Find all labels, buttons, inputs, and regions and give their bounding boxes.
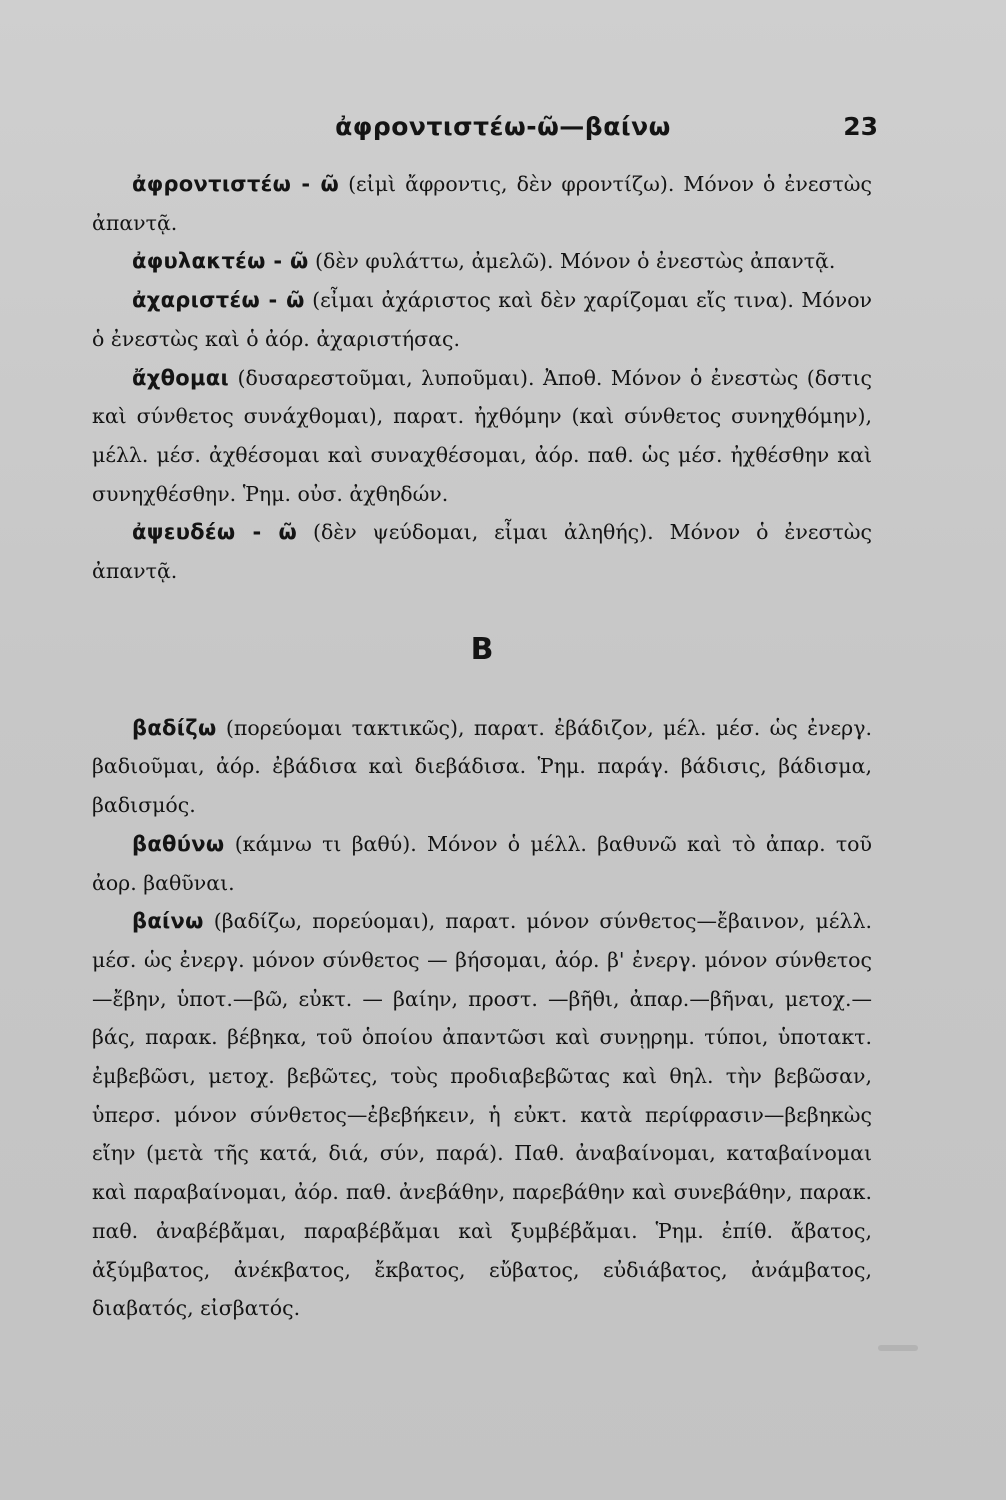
ink-smudge: [878, 1345, 918, 1351]
entry-text: (πορεύομαι τακτικῶς), παρατ. ἐβάδιζον, μέλ. μέσ. ὡς ἐνεργ. βαδιοῦμαι, ἀόρ. ἐβάδισα καὶ διεβάδισα. Ῥημ. παράγ. βάδισις, βάδισμα, βαδισμός.: [92, 715, 872, 818]
entry-text: (δυσαρεστοῦμαι, λυποῦμαι). Ἀποθ. Μόνον ὁ ἐνεστὼς (δστις καὶ σύνθετος συνάχθομαι), παρατ. ἠχθόμην (καὶ σύνθετος συνηχθόμην), μέλλ. μέσ. ἀχθέσομαι καὶ συναχθέσομαι, ἀόρ. παθ. ὡς μέσ. ἠχθέσθην καὶ συνηχθέσθην. Ῥημ. οὐσ. ἀχθηδών.: [92, 365, 872, 506]
running-head: ἀφροντιστέω-ῶ—βαίνω: [335, 112, 671, 141]
entry-apseudeo: [92, 513, 872, 590]
entry-text: (βαδίζω, πορεύομαι), παρατ. μόνον σύνθετος—ἔβαινον, μέλλ. μέσ. ὡς ἐνεργ. μόνον σύνθετος — βήσομαι, ἀόρ. β' ἐνεργ. μόνον σύνθετος—ἔβην, ὑποτ.—βῶ, εὐκτ. — βαίην, προστ. —βῆθι, ἀπαρ.—βῆναι, μετοχ.—βάς, παρακ. βέβηκα, τοῦ ὁποίου ἀπαντῶσι καὶ συνῃρημ. τύποι, ὑποτακτ. ἐμβεβῶσι, μετοχ. βεβῶτες, τοὺς προδιαβεβῶτας καὶ θηλ. τὴν βεβῶσαν, ὑπερσ. μόνον σύνθετος—ἐβεβήκειν, ἡ εὐκτ. κατὰ περίφρασιν—βεβηκὼς εἴην (μετὰ τῆς κατά, διά, σύν, παρά). Παθ. ἀναβαίνομαι, καταβαίνομαι καὶ παραβαίνομαι, ἀόρ. παθ. ἀνεβάθην, παρεβάθην καὶ συνεβάθην, παρακ. παθ. ἀναβέβἄμαι, παραβέβἄμαι καὶ ξυμβέβἄμαι. Ῥημ. ἐπίθ. ἄβατος, ἀξύμβατος, ἀνέκβατος, ἔκβατος, εὔβατος, εὐδιάβατος, ἀνάμβατος, διαβατός, εἰσβατός.: [92, 909, 872, 1321]
entry-baino: [92, 902, 872, 1328]
entry-text: (εἰμὶ ἄφροντις, δὲν φροντίζω). Μόνον ὁ ἐνεστὼς ἀπαντᾷ.: [92, 172, 872, 235]
entry-afrontisteo: [92, 165, 872, 242]
entry-text: (δὲν ψεύδομαι, εἶμαι ἀληθής). Μόνον ὁ ἐνεστὼς ἀπαντᾷ.: [92, 520, 872, 584]
entry-lemma: ἀψευδέω - ῶ: [132, 520, 298, 545]
entry-text: (δὲν φυλάττω, ἀμελῶ). Μόνον ὁ ἐνεστὼς ἀπαντᾷ.: [315, 249, 836, 274]
entry-acharisteo: [92, 281, 872, 358]
dictionary-body: [92, 165, 872, 1328]
entry-lemma: βαθύνω: [132, 831, 225, 856]
page-number: 23: [843, 112, 878, 141]
entry-afylakteo: [92, 242, 872, 281]
entry-bathyno: [92, 825, 872, 902]
entry-lemma: ἀχαριστέω - ῶ: [132, 288, 305, 313]
entry-achthomai: [92, 359, 872, 514]
entry-lemma: βαίνω: [132, 909, 204, 934]
entry-text: (εἶμαι ἀχάριστος καὶ δὲν χαρίζομαι εἴς τινα). Μόνον ὁ ἐνεστὼς καὶ ὁ ἀόρ. ἀχαριστήσας.: [92, 288, 872, 351]
entry-lemma: ἀφυλακτέω - ῶ: [132, 249, 309, 274]
page-header: [0, 112, 1006, 152]
entry-lemma: ἄχθομαι: [132, 365, 229, 390]
entry-lemma: ἀφροντιστέω - ῶ: [132, 172, 340, 196]
section-letter: Β: [470, 631, 494, 667]
entry-lemma: βαδίζω: [132, 715, 217, 740]
entry-text: (κάμνω τι βαθύ). Μόνον ὁ μέλλ. βαθυνῶ καὶ τὸ ἀπαρ. τοῦ ἀορ. βαθῦναι.: [92, 831, 872, 895]
entry-badizo: [92, 709, 872, 825]
